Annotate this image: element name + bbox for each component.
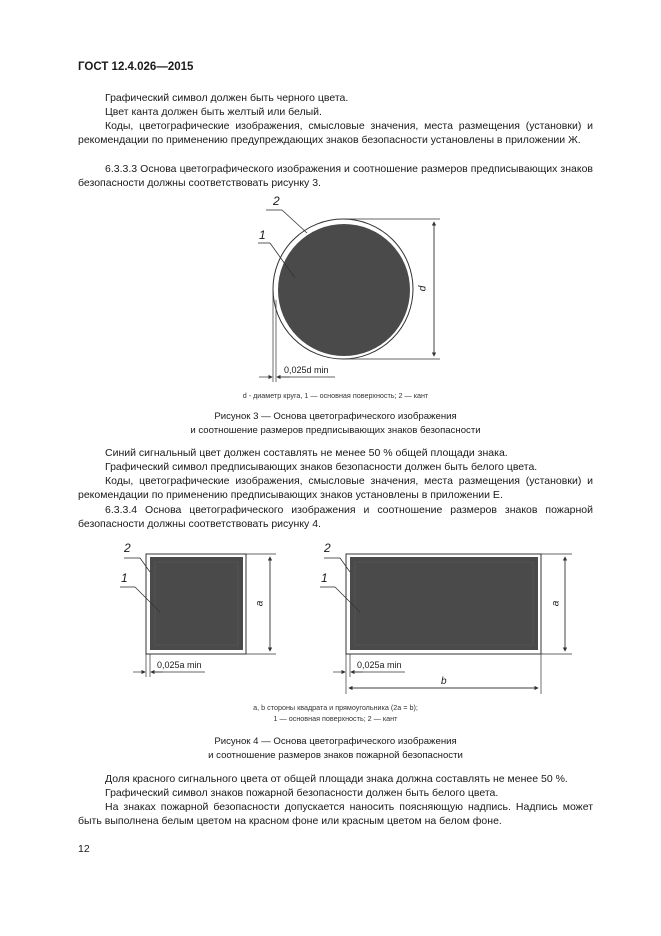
paragraph: Доля красного сигнального цвета от общей площади знака должна составлять не менее 50 %. [105,773,568,785]
paragraph: Цвет канта должен быть желтый или белый. [105,106,322,118]
paragraph: 6.3.3.4 Основа цветографического изображения и соотношение размеров знаков пожарной безопасности должны соответствовать рисунку 4. [78,504,593,531]
paragraph: Графический символ знаков пожарной безопасности должен быть белого цвета. [105,787,499,799]
circle-main-surface [278,224,410,356]
paragraph: Синий сигнальный цвет должен составлять не менее 50 % общей площади знака. [105,447,508,459]
document-header: ГОСТ 12.4.026—2015 [78,61,194,73]
rectangle-border [346,554,541,654]
figure4-rect-label-2: 2 [324,541,331,555]
paragraph: На знаках пожарной безопасности допускается наносить поясняющую надпись. Надпись может быть выполнена белым цветом на красном фоне или красным цветом на белом фоне. [78,801,593,828]
figure3-caption-line2: и соотношение размеров предписывающих знаков безопасности [190,425,481,436]
figure3-min-label: 0,025d min [284,365,329,375]
figure4-rect-label-1: 1 [321,571,328,585]
figure3-label-2: 2 [273,194,280,208]
figure4-caption-line2: и соотношение размеров знаков пожарной безопасности [208,750,463,761]
paragraph: 6.3.3.3 Основа цветографического изображения и соотношение размеров предписывающих знаков безопасности должны соответствовать рисунку 3. [78,163,593,190]
figure4-square-label-2: 2 [124,541,131,555]
figure4-square-label-1: 1 [121,571,128,585]
figure4-rect-label-a: a [550,600,562,607]
paragraph: Графический символ должен быть черного цвета. [105,92,349,104]
square-main-surface [150,557,243,650]
figure3-legend: d - диаметр круга, 1 — основная поверхность; 2 — кант [242,391,429,400]
page-number: 12 [78,843,90,855]
figure4-square-label-a: a [254,600,266,607]
paragraph: Графический символ предписывающих знаков безопасности должен быть белого цвета. [105,461,538,473]
paragraph: Коды, цветографические изображения, смысловые значения, места размещения (установки) и рекомендации по применению предписывающих знаков установлены в приложении Е. [78,475,593,502]
figure4-caption-line1: Рисунок 4 — Основа цветографического изображения [214,736,457,747]
square-border [146,554,246,654]
paragraph: Коды, цветографические изображения, смысловые значения, места размещения (установки) и рекомендации по применению предупреждающих знаков безопасности установлены в приложении Ж. [78,120,593,147]
rectangle-main-surface [350,557,538,650]
figure4-rect-min-label: 0,025a min [357,660,402,670]
circle-border [273,219,413,359]
figure3-caption-line1: Рисунок 3 — Основа цветографического изображения [214,411,457,422]
figure4-square-min-label: 0,025a min [157,660,202,670]
figure3-label-1: 1 [259,228,266,242]
figure3-label-d: d [417,285,429,292]
figure4-legend-line2: 1 — основная поверхность; 2 — кант [273,714,398,723]
figure4-label-b: b [441,676,447,687]
figure4-legend-line1: a, b стороны квадрата и прямоугольника (2a = b); [253,703,418,712]
